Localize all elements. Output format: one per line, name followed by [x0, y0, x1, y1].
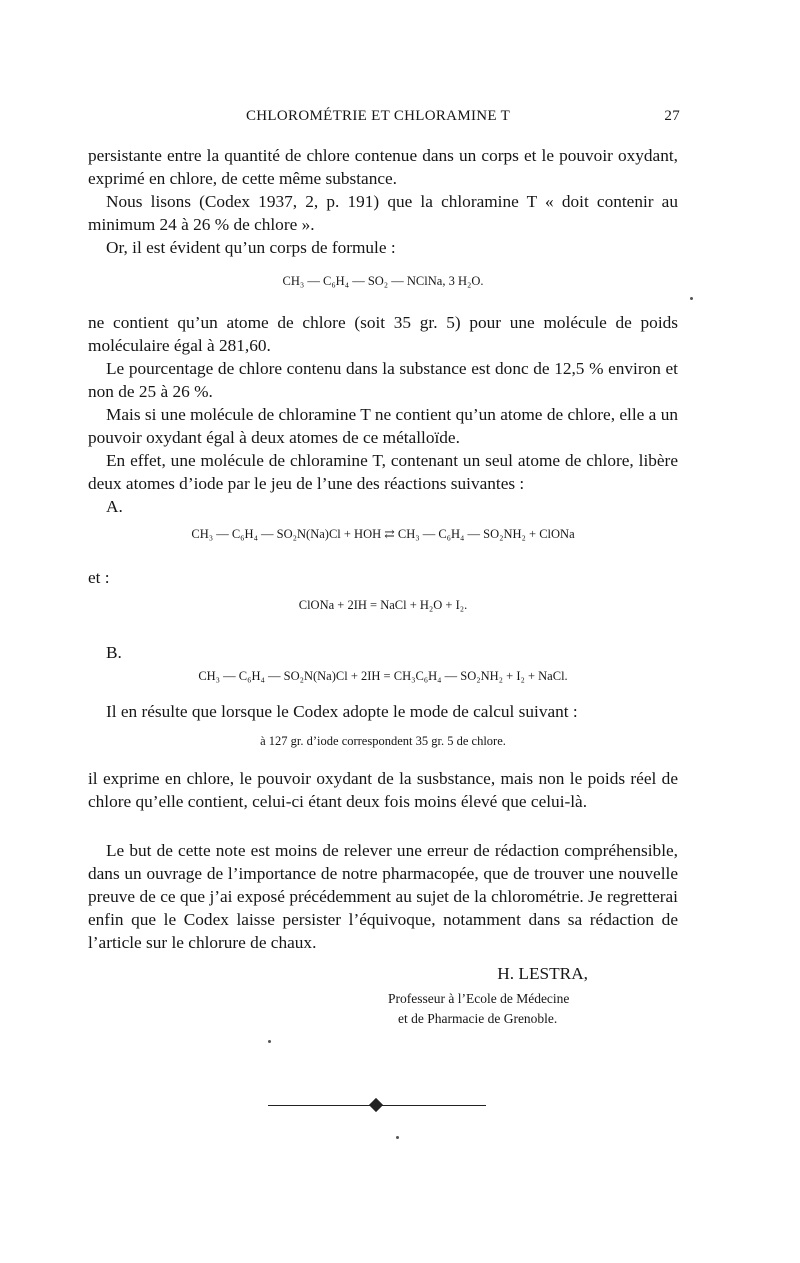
reaction-label-a: A. [106, 497, 123, 516]
end-ornament [268, 1098, 486, 1114]
article-body [88, 144, 678, 1029]
paragraph-7: En effet, une molécule de chloramine T, contenant un seul atome de chlore, libère deux atomes d’iode par le jeu de l’une des réactions suivantes : [88, 451, 678, 493]
running-title: CHLOROMÉTRIE ET CHLORAMINE T [246, 108, 511, 124]
paragraph-3: Or, il est évident qu’un corps de formule : [106, 238, 396, 257]
author-affiliation-2: et de Pharmacie de Grenoble. [398, 1011, 558, 1026]
paragraph-8: Il en résulte que lorsque le Codex adopte le mode de calcul suivant : [106, 702, 578, 721]
print-speck [268, 1040, 271, 1043]
paragraph-4: ne contient qu’un atome de chlore (soit 35 gr. 5) pour une molécule de poids moléculaire égal à 281,60. [88, 313, 678, 355]
diamond-icon [369, 1098, 383, 1112]
paragraph-6: Mais si une molécule de chloramine T ne contient qu’un atome de chlore, elle a un pouvoir oxydant égal à deux atomes de ce métalloïde. [88, 405, 678, 447]
page-number: 27 [664, 108, 680, 124]
reaction-label-b: B. [106, 643, 122, 662]
paragraph-1: persistante entre la quantité de chlore contenue dans un corps et le pouvoir oxydant, exprimé en chlore, de cette même substance. [88, 146, 678, 188]
formula-reaction-b: CH₃ — C₆H₄ — SO₂N(Na)Cl + 2IH = CH₃C₆H₄ — SO₂NH₂ + I₂ + NaCl. [198, 669, 568, 683]
author-affiliation-1: Professeur à l’Ecole de Médecine [388, 991, 570, 1006]
paragraph-2: Nous lisons (Codex 1937, 2, p. 191) que la chloramine T « doit contenir au minimum 24 à 26 % de chlore ». [88, 192, 678, 234]
formula-equivalence: à 127 gr. d’iode correspondent 35 gr. 5 de chlore. [260, 734, 506, 748]
paragraph-5: Le pourcentage de chlore contenu dans la substance est donc de 12,5 % environ et non de 25 à 26 %. [88, 359, 678, 401]
print-speck [690, 297, 693, 300]
author-name: H. LESTRA, [497, 964, 588, 983]
formula-reaction-a2: ClONa + 2IH = NaCl + H₂O + I₂. [298, 598, 468, 612]
paragraph-9: il exprime en chlore, le pouvoir oxydant de la susbstance, mais non le poids réel de chlore qu’elle contient, celui-ci étant deux fois moins élevé que celui-là. [88, 769, 678, 811]
print-speck [396, 1136, 399, 1139]
paragraph-10: Le but de cette note est moins de relever une erreur de rédaction compréhensible, dans un ouvrage de l’importance de notre pharmacopée, que de trouver une nouvelle preuve de ce que j’ai exposé précédemment au sujet de la chlorométrie. Je regretterai enfin que le Codex laisse persister l’équivoque, notamment dans sa rédaction de l’article sur le chlorure de chaux. [88, 841, 678, 952]
formula-chloramine: CH₃ — C₆H₄ — SO₂ — NClNa, 3 H₂O. [282, 274, 484, 288]
formula-reaction-a1: CH₃ — C₆H₄ — SO₂N(Na)Cl + HOH ⇄ CH₃ — C₆H₄ — SO₂NH₂ + ClONa [191, 527, 575, 541]
conjunction-et: et : [88, 568, 110, 587]
